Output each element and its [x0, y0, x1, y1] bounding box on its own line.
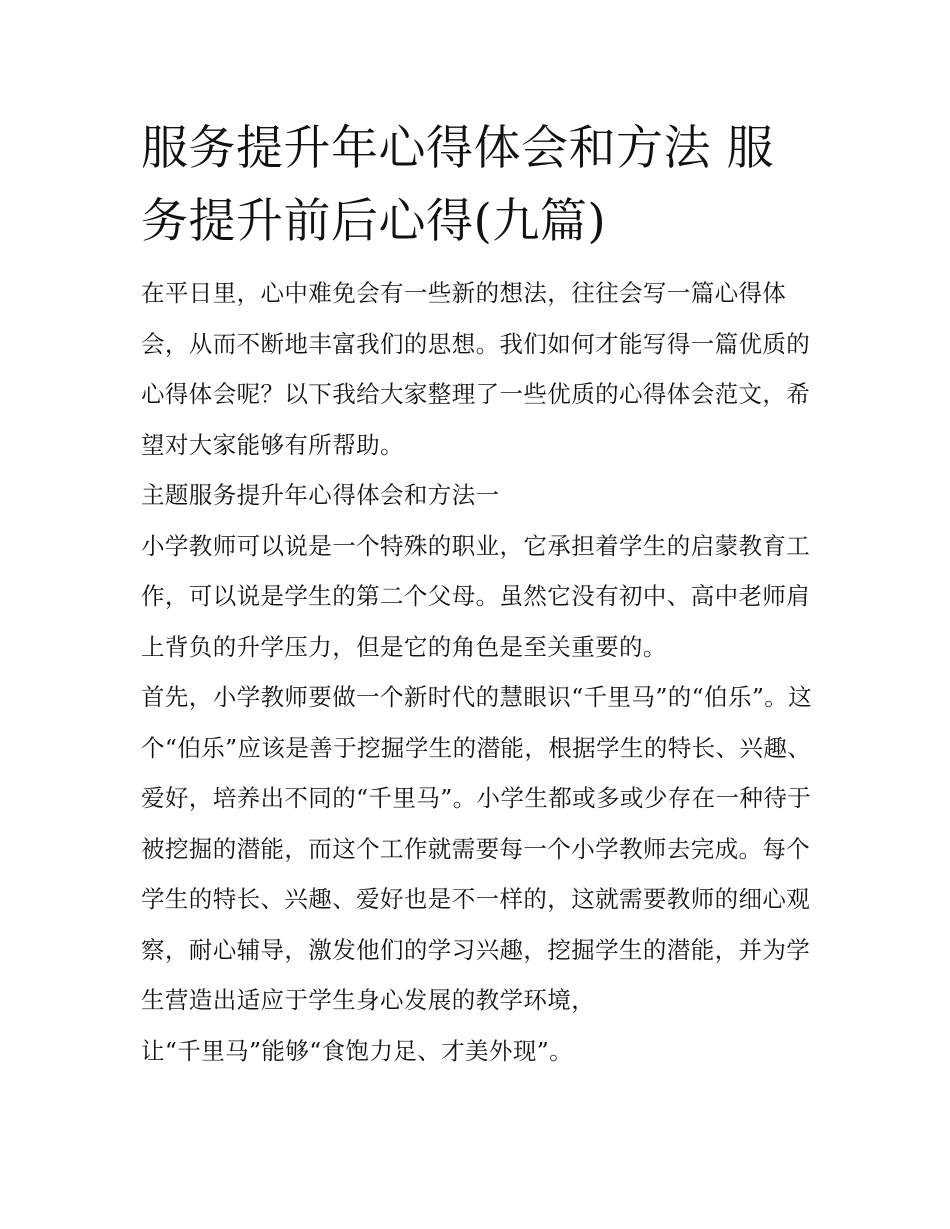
document-content [141, 112, 813, 1076]
paragraph-intro: 在平日里，心中难免会有一些新的想法，往往会写一篇心得体会，从而不断地丰富我们的思想。我们如何才能写得一篇优质的心得体会呢？以下我给大家整理了一些优质的心得体会范文，希望对大家能够有所帮助。 [141, 279, 811, 459]
section-heading: 主题服务提升年心得体会和方法一 [141, 481, 500, 509]
paragraph-teacher-role: 小学教师可以说是一个特殊的职业，它承担着学生的启蒙教育工作，可以说是学生的第二个父母。虽然它没有初中、高中老师肩上背负的升学压力，但是它的角色是至关重要的。 [141, 531, 811, 661]
paragraph-conclusion: 让“千里马”能够“食饱力足、才美外现”。 [141, 1036, 574, 1065]
document-body [141, 268, 813, 1076]
document-title: 服务提升年心得体会和方法 服务提升前后心得(九篇) [141, 121, 774, 249]
paragraph-bole: 首先，小学教师要做一个新时代的慧眼识“千里马”的“伯乐”。这个“伯乐”应该是善于挖掘学生的潜能，根据学生的特长、兴趣、爱好，培养出不同的“千里马”。小学生都或多或少存在一种待于被挖掘的潜能，而这个工作就需要每一个小学教师去完成。每个学生的特长、兴趣、爱好也是不一样的，这就需要教师的细心观察，耐心辅导，激发他们的学习兴趣，挖掘学生的潜能，并为学生营造出适应于学生身心发展的教学环境， [141, 683, 813, 1014]
